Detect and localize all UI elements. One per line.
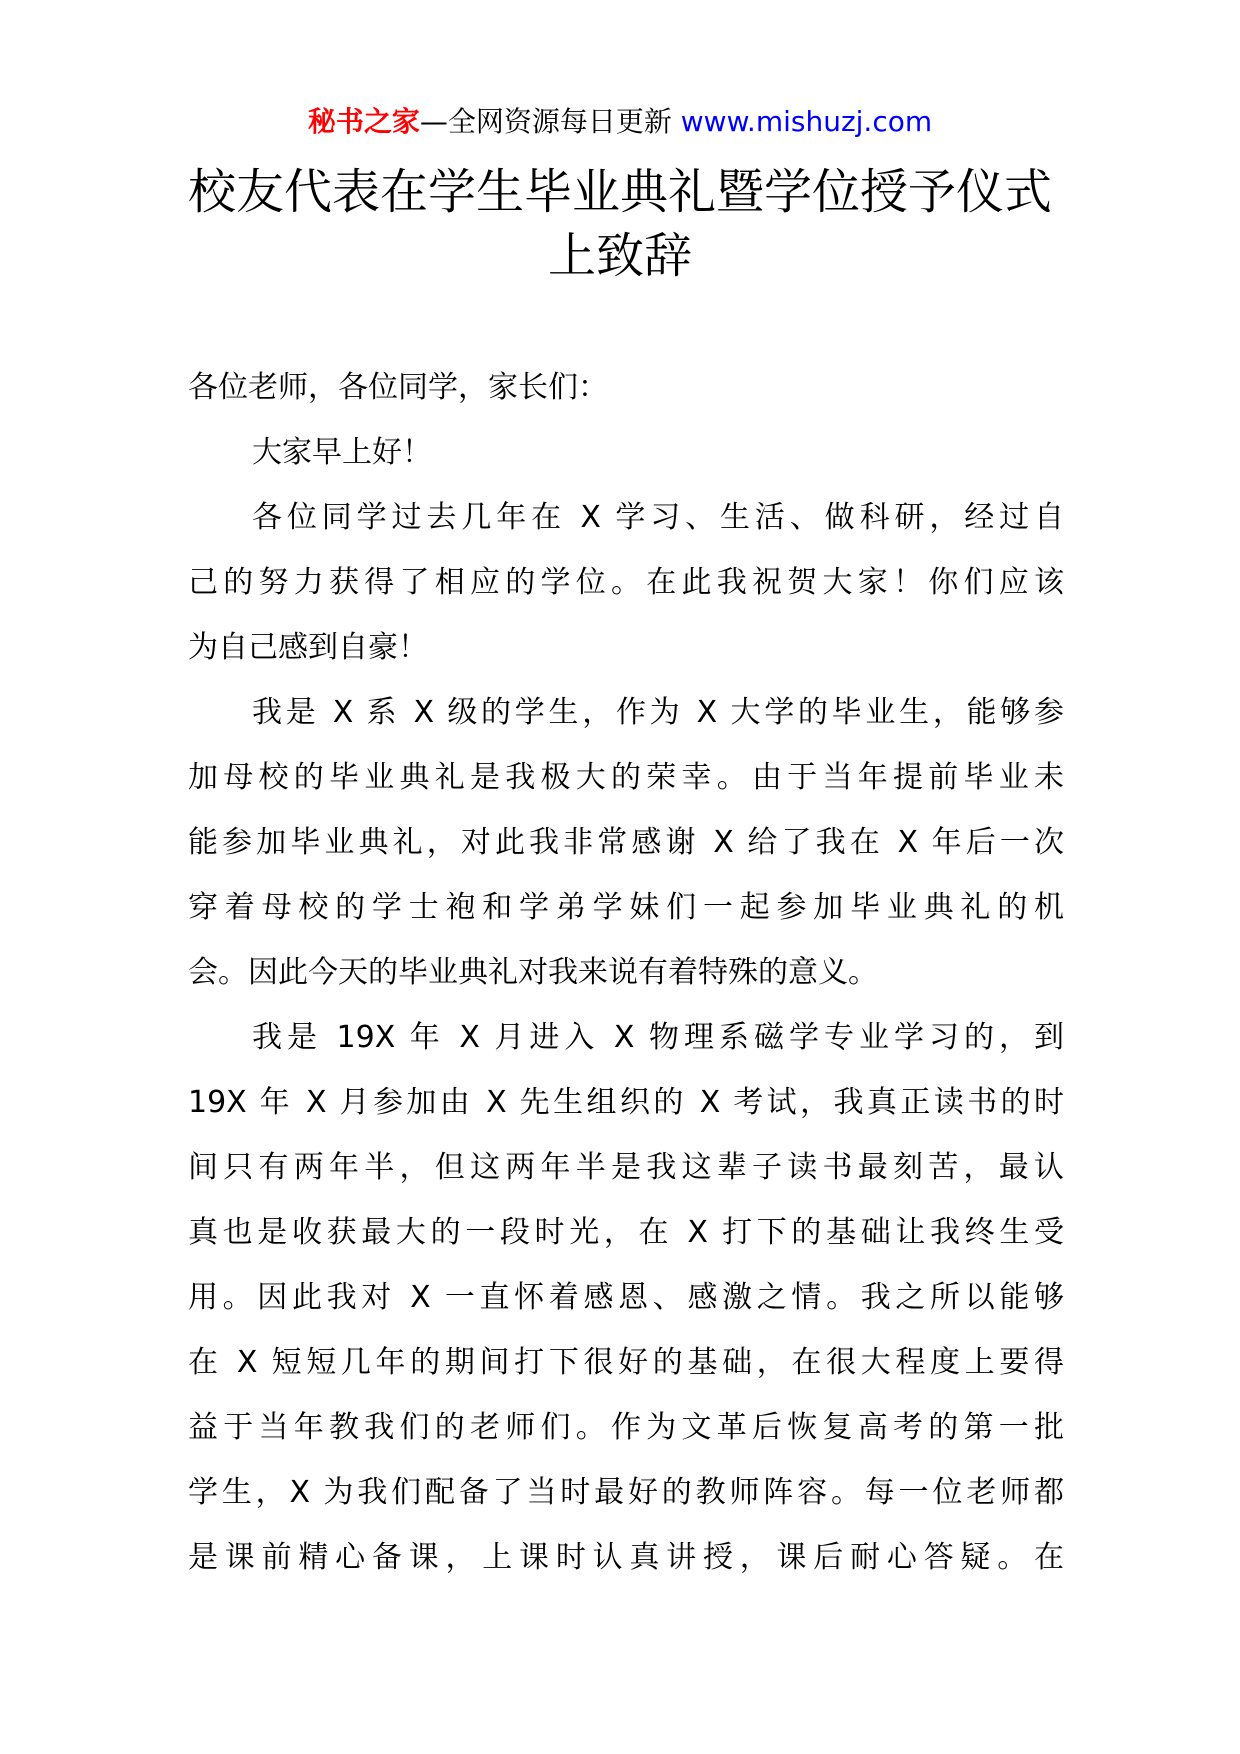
title-line-2: 上致辞 xyxy=(547,228,692,284)
title-line-1: 校友代表在学生毕业典礼暨学位授予仪式 xyxy=(187,164,1052,220)
text-line: 加母校的毕业典礼是我极大的荣幸。由于当年提前毕业未 xyxy=(188,760,1064,795)
document-body xyxy=(188,355,1064,1590)
text-line: 学生，X 为我们配备了当时最好的教师阵容。每一位老师都 xyxy=(188,1475,1064,1510)
text-line: 能参加毕业典礼，对此我非常感谢 X 给了我在 X 年后一次 xyxy=(188,825,1064,860)
brand-name: 秘书之家 xyxy=(307,105,420,138)
text-line: 是课前精心备课，上课时认真讲授，课后耐心答疑。在 xyxy=(188,1540,1064,1575)
text-line: 用。因此我对 X 一直怀着感恩、感激之情。我之所以能够 xyxy=(188,1280,1064,1315)
text-line: 各位老师，各位同学，家长们： xyxy=(188,370,608,405)
text-line: 我是 19X 年 X 月进入 X 物理系磁学专业学习的，到 xyxy=(252,1020,1064,1055)
paragraph xyxy=(188,420,1064,485)
text-line: 各位同学过去几年在 X 学习、生活、做科研，经过自 xyxy=(252,500,1064,535)
text-line: 会。因此今天的毕业典礼对我来说有着特殊的意义。 xyxy=(188,955,878,990)
site-watermark-header xyxy=(0,102,1240,142)
text-line: 在 X 短短几年的期间打下很好的基础，在很大程度上要得 xyxy=(188,1345,1064,1380)
text-line: 间只有两年半，但这两年半是我这辈子读书最刻苦，最认 xyxy=(188,1150,1064,1185)
paragraph xyxy=(188,355,1064,420)
text-line: 19X 年 X 月参加由 X 先生组织的 X 考试，我真正读书的时 xyxy=(188,1085,1064,1120)
tagline: —全网资源每日更新 xyxy=(419,105,681,138)
paragraph xyxy=(188,680,1064,1005)
text-line: 真也是收获最大的一段时光，在 X 打下的基础让我终生受 xyxy=(188,1215,1064,1250)
paragraph xyxy=(188,485,1064,680)
text-line: 己的努力获得了相应的学位。在此我祝贺大家！你们应该 xyxy=(188,565,1064,600)
text-line: 穿着母校的学士袍和学弟学妹们一起参加毕业典礼的机 xyxy=(188,890,1064,925)
text-line: 我是 X 系 X 级的学生，作为 X 大学的毕业生，能够参 xyxy=(252,695,1064,730)
document-title xyxy=(150,160,1090,288)
paragraph xyxy=(188,1005,1064,1590)
text-line: 大家早上好！ xyxy=(252,435,432,470)
text-line: 为自己感到自豪！ xyxy=(188,630,428,665)
text-line: 益于当年教我们的老师们。作为文革后恢复高考的第一批 xyxy=(188,1410,1064,1445)
site-url-link[interactable]: www.mishuzj.com xyxy=(680,105,933,138)
